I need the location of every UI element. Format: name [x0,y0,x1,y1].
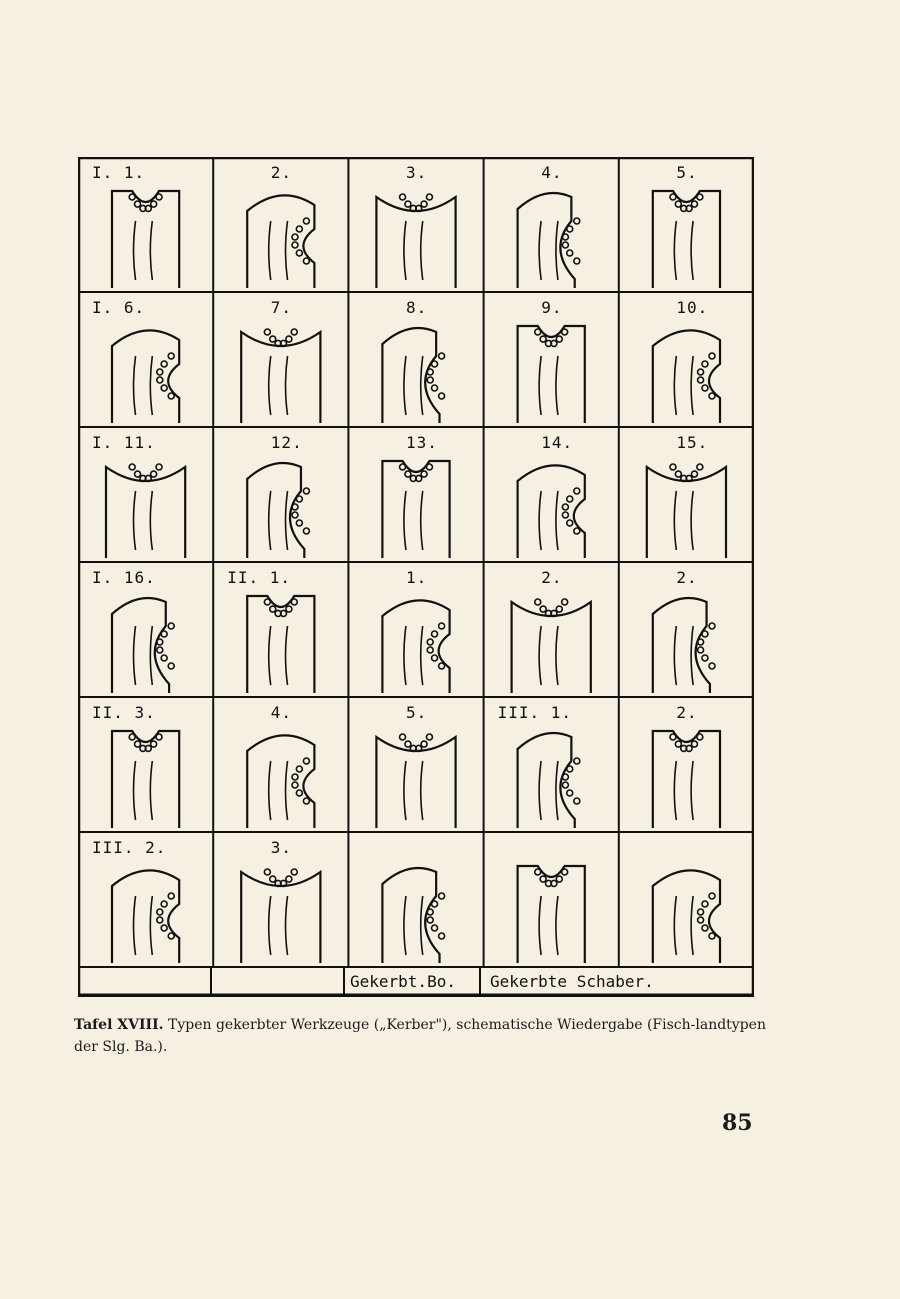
cell-label: 9. [541,298,563,317]
cell-label: I. 1. [92,163,146,182]
cell-label: 12. [270,433,303,452]
tool-drawing [241,869,320,963]
tool-drawing [382,461,449,558]
cell-label: 10. [676,298,709,317]
cell-label: 5. [406,703,428,722]
tool-drawing [518,733,580,828]
cell-label: 1. [406,568,428,587]
cell-label: 3. [270,838,293,857]
tool-drawing [106,464,185,558]
tool-drawing [518,866,585,963]
cell-label: 15. [676,433,709,452]
cell-label: 2. [676,703,698,722]
plate-number: Tafel XVIII. [74,1017,164,1033]
cell-label: 2. [270,163,293,182]
plate-xviii-figure [78,157,754,997]
cell-label: 14. [541,433,574,452]
tool-drawing [518,326,585,423]
group-label-bohrer: Gekerbt.Bo. [350,972,456,991]
cell-label: 5. [676,163,698,182]
cell-label: I. 11. [92,433,156,452]
tool-drawing [112,191,179,288]
cell-label: 3. [406,163,428,182]
tool-drawing [247,735,314,828]
tool-drawing [382,328,444,423]
tool-drawing [653,191,720,288]
tool-drawing [653,870,720,963]
cell-label: III. 1. [497,703,573,722]
cell-label: II. 1. [227,568,291,587]
cell-label: 13. [406,433,438,452]
cell-label: 2. [541,568,563,587]
tool-drawing [112,731,179,828]
cell-label: 4. [541,163,563,182]
cell-label: I. 6. [92,298,146,317]
caption-text: Typen gekerbter Werkzeuge („Kerber"), schematische Wiedergabe (Fisch-landtypen der Slg. Ba.). [74,1017,766,1055]
plate-caption [74,1014,774,1058]
cell-label: 4. [270,703,293,722]
cell-label: 7. [270,298,293,317]
tool-drawing [518,193,580,288]
tool-drawing [382,600,449,693]
tool-drawing [247,195,314,288]
page-number: 85 [722,1110,753,1136]
cell-label: II. 3. [92,703,156,722]
cell-label: III. 2. [92,838,167,857]
tool-drawing [112,598,174,693]
tool-drawing [241,329,320,423]
cell-label: 8. [406,298,428,317]
tool-drawing [653,330,720,423]
cell-label: I. 16. [92,568,156,587]
tool-drawing [647,464,726,558]
tool-drawing [382,868,444,963]
tool-drawing [247,596,314,693]
tool-drawing [112,870,179,963]
tool-drawing [376,194,455,288]
cell-label: 2. [676,568,698,587]
tool-drawing [376,734,455,828]
group-label-schaber: Gekerbte Schaber. [490,972,654,991]
tool-drawing [653,598,715,693]
tool-drawing [518,465,585,558]
tool-drawing [653,731,720,828]
tool-drawing [512,599,591,693]
tool-drawing [247,463,309,558]
tool-drawing [112,330,179,423]
